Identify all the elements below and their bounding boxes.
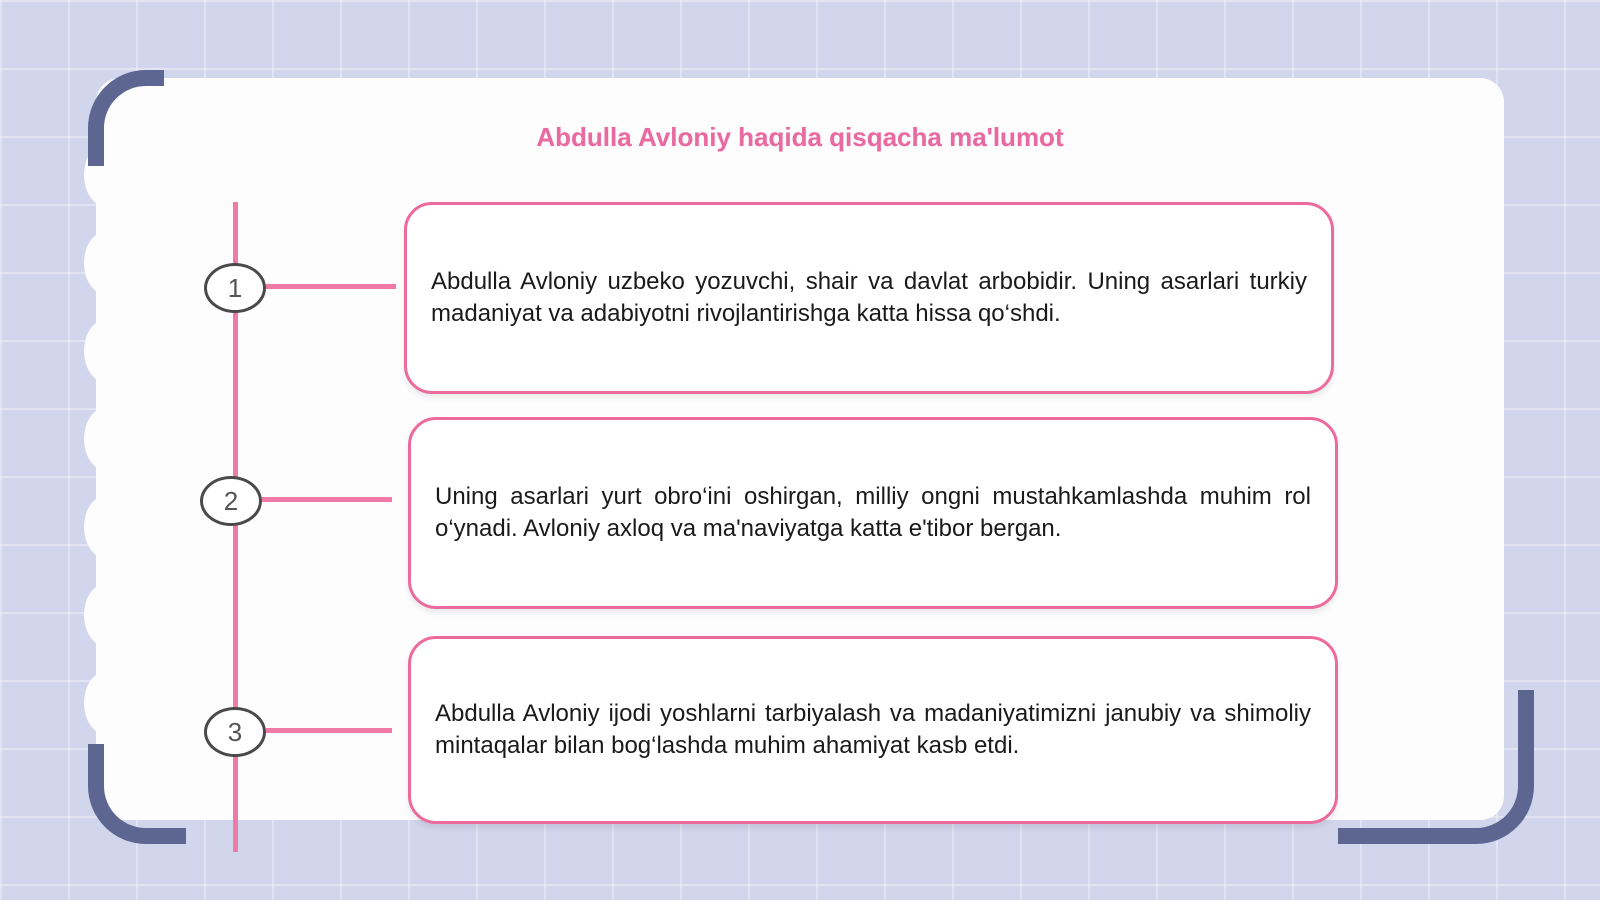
timeline-text-box — [408, 636, 1338, 824]
timeline-text: Abdulla Avloniy ijodi yoshlarni tarbiyalash va madaniyatimizni janubiy va shimoliy mintaqalar bilan bog‘lashda muhim ahamiyat kasb etdi. — [435, 700, 1311, 759]
corner-bracket-bottom-right — [1338, 690, 1534, 844]
timeline-connector — [262, 497, 392, 502]
timeline-text-box — [404, 202, 1334, 394]
scallop-edge — [84, 584, 126, 646]
scallop-edge — [84, 320, 126, 382]
timeline-number: 2 — [200, 476, 262, 526]
timeline-text: Abdulla Avloniy uzbeko yozuvchi, shair va davlat arbobidir. Uning asarlari turkiy madaniyat va adabiyotni rivojlantirishga katta hissa qo‘shdi. — [431, 268, 1307, 327]
scallop-edge — [84, 232, 126, 294]
corner-bracket-bottom-left — [88, 744, 186, 844]
timeline-connector — [266, 284, 396, 289]
scallop-edge — [84, 672, 126, 734]
timeline-connector — [266, 728, 392, 733]
scallop-edge — [84, 408, 126, 470]
scallop-edge — [84, 496, 126, 558]
page-title: Abdulla Avloniy haqida qisqacha ma'lumot — [536, 122, 1064, 152]
timeline-number: 1 — [204, 263, 266, 313]
timeline-text: Uning asarlari yurt obro‘ini oshirgan, milliy ongni mustahkamlashda muhim rol o‘ynadi. Avloniy axloq va ma'naviyatga katta e'tibor bergan. — [435, 483, 1311, 542]
timeline-text-box — [408, 417, 1338, 609]
timeline-number: 3 — [204, 707, 266, 757]
corner-bracket-top-left — [88, 70, 164, 166]
